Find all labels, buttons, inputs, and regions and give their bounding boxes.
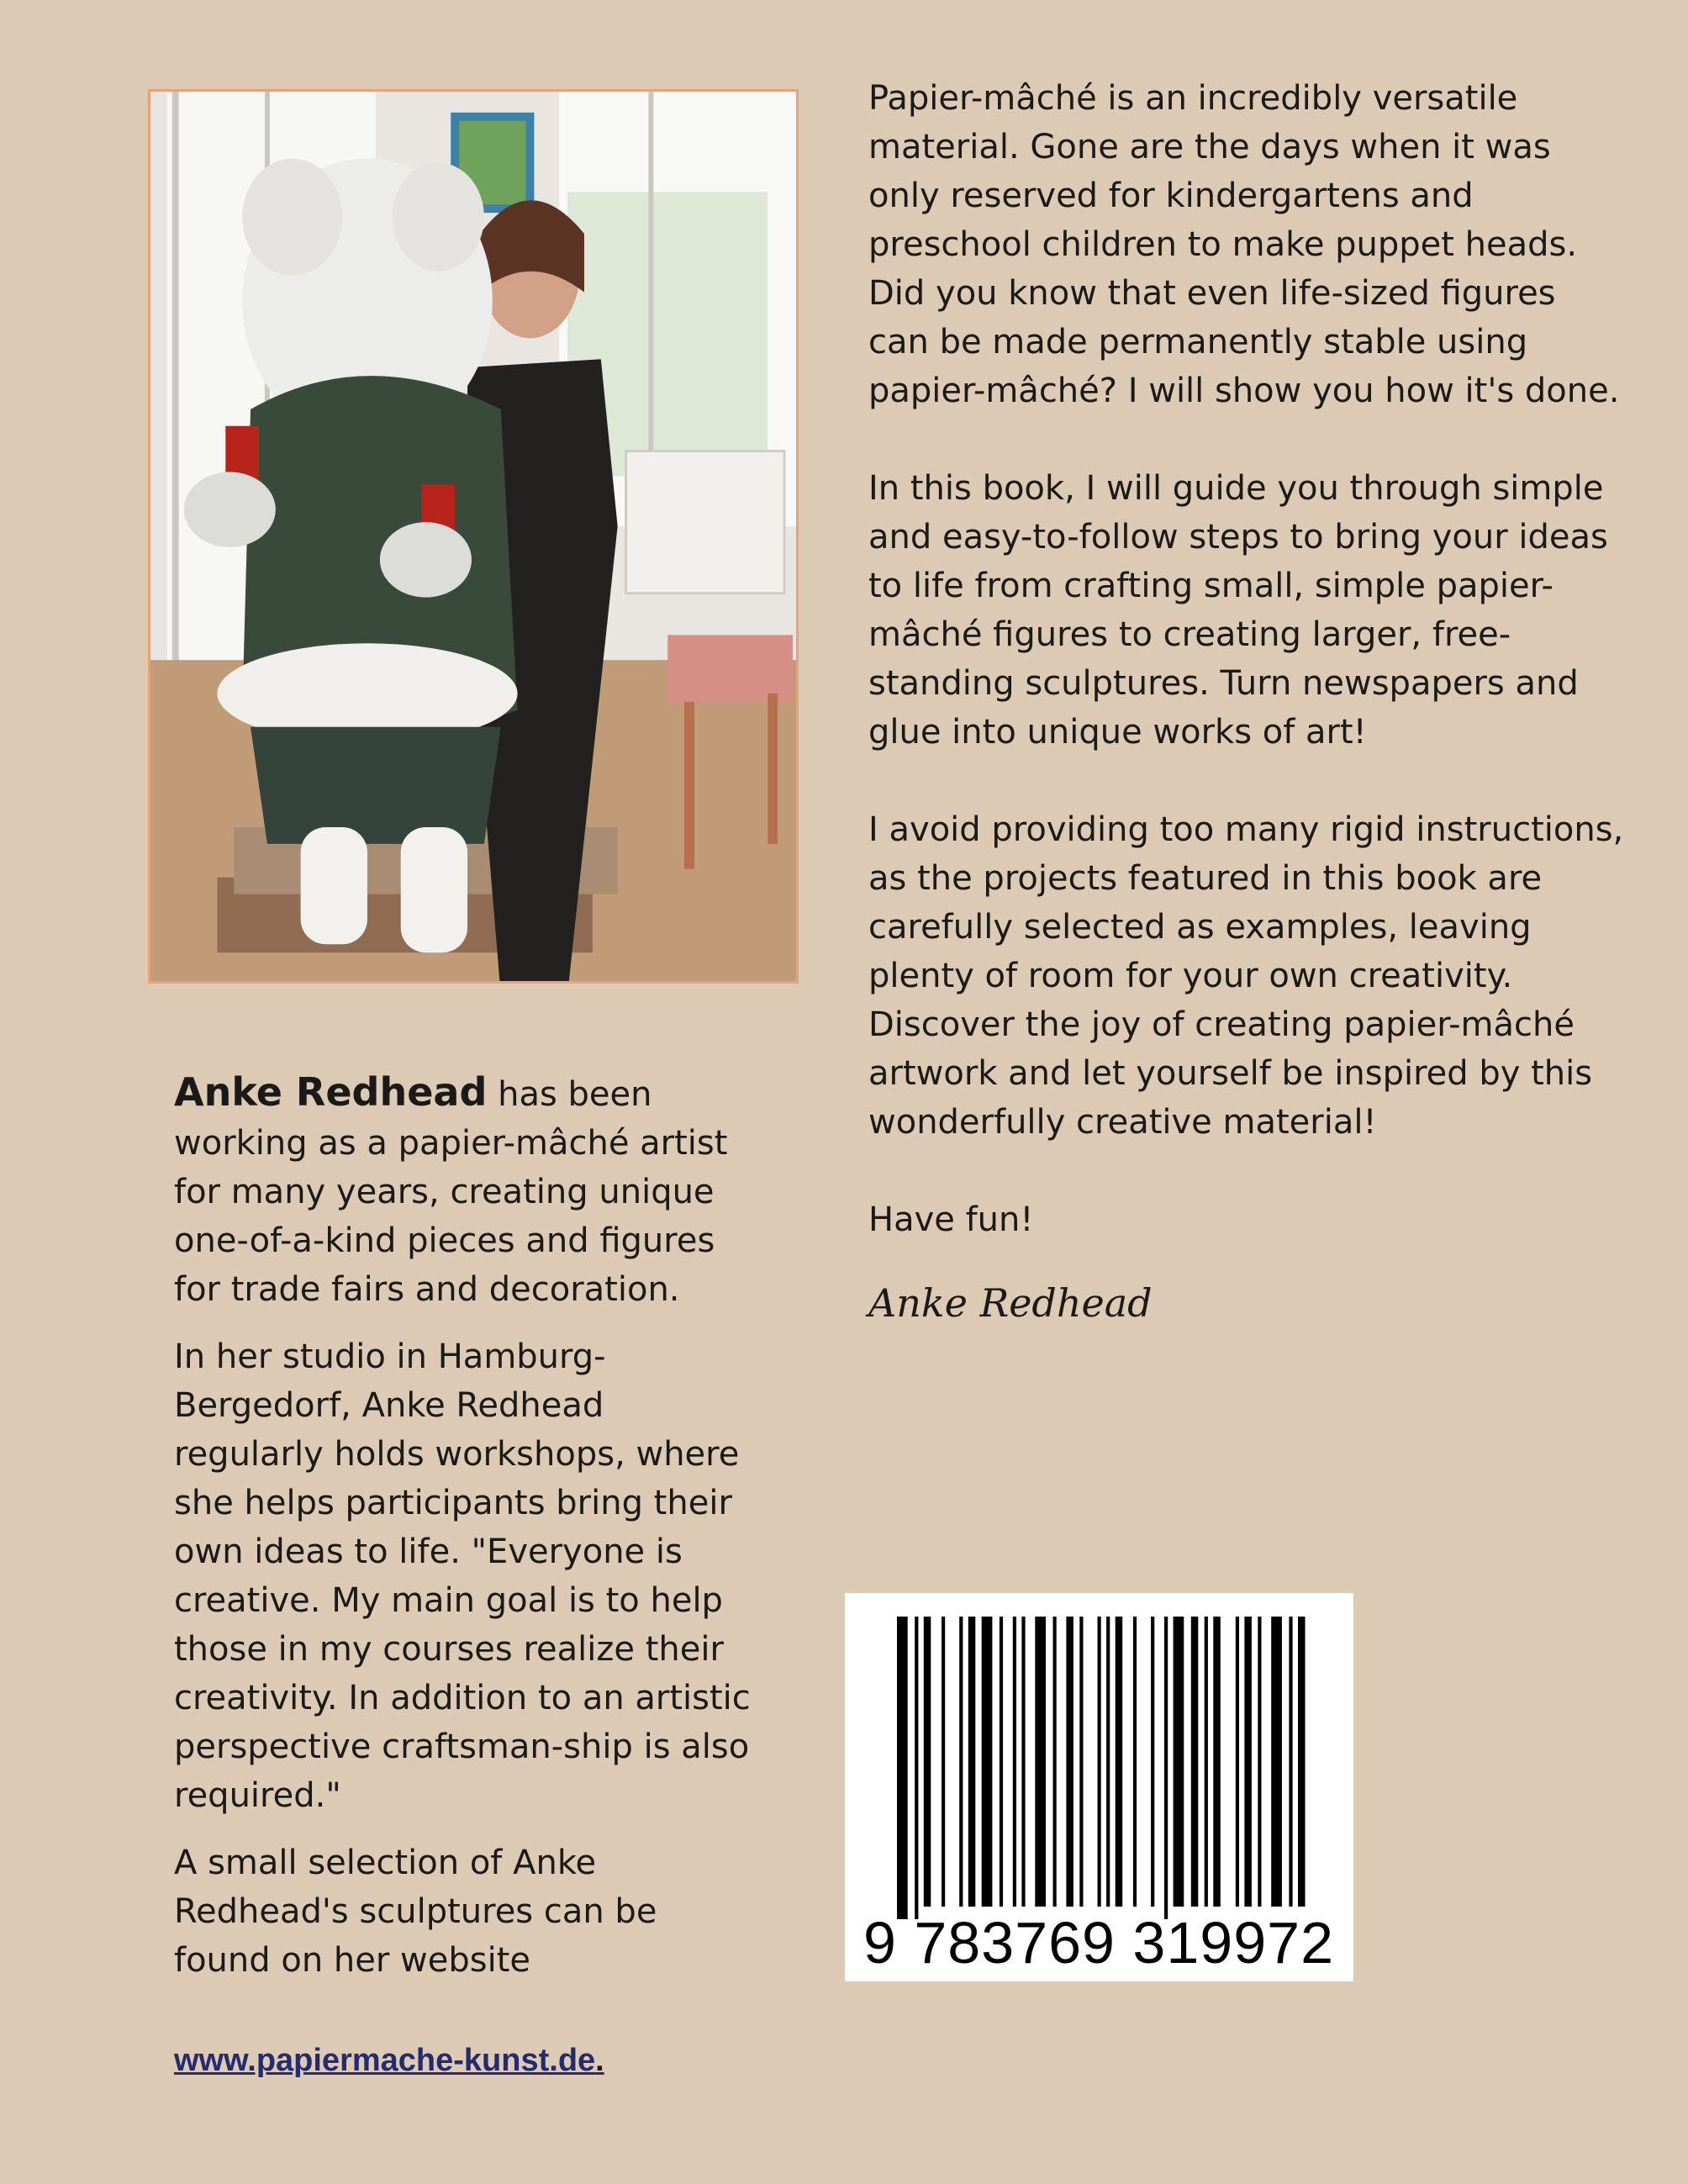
barcode-bar xyxy=(1116,1617,1123,1907)
author-signature: Anke Redhead xyxy=(868,1280,1153,1326)
barcode-bar xyxy=(915,1617,918,1919)
barcode-bar xyxy=(968,1617,976,1907)
barcode-bar xyxy=(1053,1617,1057,1907)
closing-line: Have fun! xyxy=(868,1200,1034,1239)
author-name: Anke Redhead xyxy=(174,1069,488,1115)
barcode-bar xyxy=(1013,1617,1016,1907)
bio-intro-text: has been working as a papier-mâché artist for many years, creating unique one-of-a-kind pieces and figures for trade fairs and decoration. xyxy=(174,1075,728,1309)
barcode-bar xyxy=(924,1617,931,1907)
barcode-bar xyxy=(1079,1617,1083,1907)
website-link-block xyxy=(174,2043,604,2079)
bio-paragraph-1 xyxy=(174,1068,762,1314)
barcode-bar xyxy=(1164,1617,1168,1919)
barcode-bar xyxy=(1021,1617,1025,1907)
barcode-bar xyxy=(1035,1617,1046,1907)
barcode-bar xyxy=(1213,1617,1221,1907)
barcode-bar xyxy=(1298,1617,1306,1907)
isbn-barcode xyxy=(845,1593,1353,1981)
bio-paragraph-2: In her studio in Hamburg-Bergedorf, Anke Redhead regularly holds workshops, where she helps participants bring their own ideas to life. "Everyone is creative. My main goal is to help those in my courses realize their creativity. In addition to an artistic perspective craftsman-ship is also required." xyxy=(174,1337,751,1815)
barcode-bar xyxy=(1000,1617,1003,1907)
barcode-bar xyxy=(959,1617,963,1907)
description-paragraph: I avoid providing too many rigid instructions, as the projects featured in this book are carefully selected as examples, leaving plenty of room for your own creativity. Discover the joy of creating papier-mâché artwork and let yourself be inspired by this wonderfully creative material! xyxy=(868,810,1624,1142)
author-photo xyxy=(148,89,799,984)
book-description xyxy=(868,74,1625,1377)
barcode-bar xyxy=(1098,1617,1101,1907)
barcode-bar xyxy=(1258,1617,1261,1907)
website-period: . xyxy=(595,2043,604,2078)
barcode-bar xyxy=(942,1617,945,1907)
barcode-bar xyxy=(1133,1617,1137,1907)
author-bio xyxy=(174,1068,762,2003)
barcode-bar xyxy=(1151,1617,1154,1907)
barcode-bar xyxy=(1271,1617,1282,1907)
website-link[interactable]: www.papiermache-kunst.de xyxy=(174,2043,596,2078)
barcode-bar xyxy=(1191,1617,1199,1907)
barcode-bar xyxy=(897,1617,908,1919)
barcode-bar xyxy=(1205,1617,1208,1907)
barcode-bar xyxy=(1289,1617,1292,1907)
bio-paragraph-3: A small selection of Anke Redhead's sculptures can be found on her website xyxy=(174,1844,657,1980)
barcode-bar xyxy=(982,1617,993,1907)
description-paragraph: Papier-mâché is an incredibly versatile material. Gone are the days when it was only reserved for kindergartens and preschool children to make puppet heads. Did you know that even life-sized figures can be made permanently stable using papier-mâché? I will show you how it's done. xyxy=(868,79,1620,410)
barcode-bar xyxy=(1174,1617,1184,1907)
barcode-bar xyxy=(1244,1617,1252,1907)
barcode-bar xyxy=(1236,1617,1239,1907)
isbn-barcode-icon xyxy=(845,1593,1353,1981)
photo-artist-with-papier-mache-pig-sculpture xyxy=(150,92,796,981)
barcode-bar xyxy=(1066,1617,1073,1907)
description-paragraph: In this book, I will guide you through simple and easy-to-follow steps to bring your ideas to life from crafting small, simple papier-mâché figures to creating larger, free-standing sculptures. Turn newspapers and glue into unique works of art! xyxy=(868,469,1608,752)
barcode-bar xyxy=(1106,1617,1110,1907)
barcode-digits: 9 783769 319972 xyxy=(863,1910,1334,1976)
